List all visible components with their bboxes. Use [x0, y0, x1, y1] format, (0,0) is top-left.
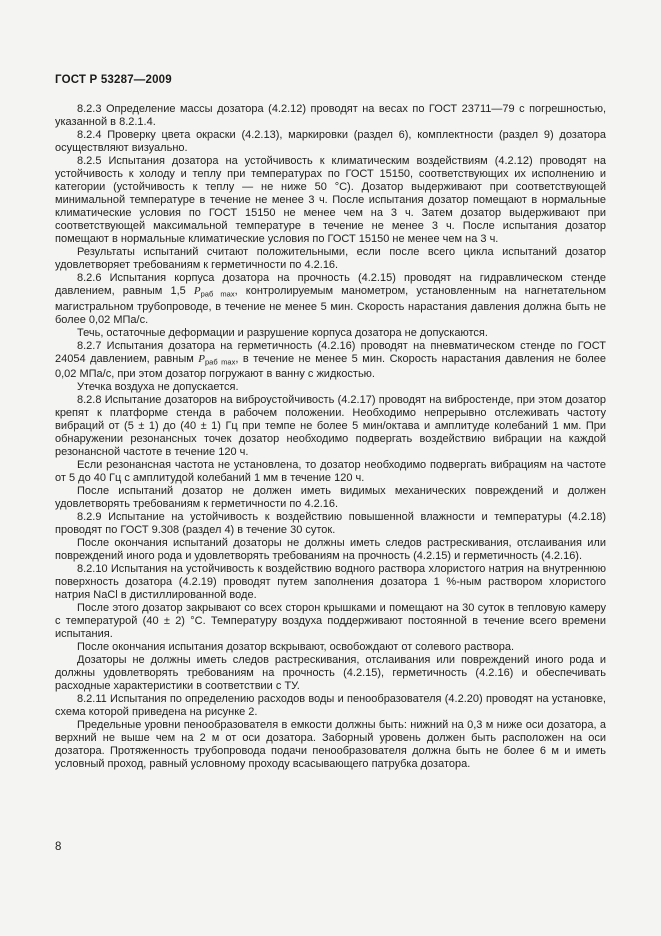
paragraph — [55, 654, 606, 693]
text-run: 8.2.3 Определение массы дозатора (4.2.12) проводят на весах по ГОСТ 23711—79 с погрешностью, указанной в 8.2.1.4. — [55, 103, 606, 128]
text-run: 8.2.7 Испытания дозатора на герметичность (4.2.16) проводят на пневматическом стенде по ГОСТ 24054 давлением, равным — [55, 339, 606, 365]
text-run: После окончания испытания дозатор вскрывают, освобождают от солевого раствора. — [77, 641, 515, 653]
paragraph — [55, 602, 606, 641]
paragraph — [55, 537, 606, 563]
text-run: 8.2.9 Испытание на устойчивость к воздействию повышенной влажности и температуры (4.2.18) проводят по ГОСТ 9.308 (раздел 4) в течение 30 суток. — [55, 511, 606, 536]
document-body — [55, 103, 606, 771]
paragraph — [55, 641, 606, 654]
paragraph — [55, 693, 606, 719]
paragraph — [55, 511, 606, 537]
paragraph — [55, 563, 606, 602]
paragraph — [55, 719, 606, 771]
text-run: 8.2.10 Испытания на устойчивость к воздействию водного раствора хлористого натрия на внутреннюю поверхность дозатора (4.2.19) проводят путем заполнения дозатора 1 %-ным раствором хлористого натрия NaCl в дистиллированной воде. — [55, 563, 606, 601]
text-run: После этого дозатор закрывают со всех сторон крышками и помещают на 30 суток в тепловую камеру с температурой (40 ± 2) °С. Температуру воздуха поддерживают постоянной в течение всего времени испытания. — [55, 602, 606, 640]
running-header: ГОСТ Р 53287—2009 — [55, 74, 172, 86]
text-run-subscript: раб max — [205, 357, 236, 366]
paragraph — [55, 155, 606, 246]
paragraph — [55, 485, 606, 511]
text-run: 8.2.5 Испытания дозатора на устойчивость к климатическим воздействиям (4.2.12) проводят на устойчивость к холоду и теплу при температурах по ГОСТ 15150, соответствующих их исполнению и категории (устойчивость к теплу — не ниже 50 °С). Дозатор выдерживают при соответствующей минимальной температуре в течение не менее 3 ч. После испытания дозатор помещают в нормальные климатические условия по ГОСТ 15150 не менее чем на 3 ч. Затем дозатор выдерживают при соответствующей максимальной температуре в течение не менее 3 ч. После испытания дозатор помещают в нормальные климатические условия по ГОСТ 15150 не менее чем на 3 ч. — [55, 155, 606, 245]
paragraph — [55, 394, 606, 459]
text-run-subscript: раб max — [200, 289, 235, 299]
paragraph — [55, 459, 606, 485]
paragraph — [55, 129, 606, 155]
paragraph — [55, 246, 606, 272]
text-run: 8.2.8 Испытание дозаторов на виброустойчивость (4.2.17) проводят на вибростенде, при этом дозатор крепят к платформе стенда в рабочем положении. Необходимо непрерывно отслеживать частоту вибраций от (5 ± 1) до (40 ± 1) Гц при темпе не более 5 мин/октава и амплитуде колебаний 1 мм. При обнаружении резонансных точек дозатор необходимо подвергать воздействию вибрации на каждой резонансной частоте в течение 120 ч. — [55, 394, 606, 458]
text-run: Утечка воздуха не допускается. — [77, 381, 239, 393]
paragraph — [55, 381, 606, 394]
paragraph — [55, 327, 606, 340]
text-run: 8.2.11 Испытания по определению расходов воды и пенообразователя (4.2.20) проводят на установке, схема которой приведена на рисунке 2. — [55, 693, 606, 718]
text-run: 8.2.4 Проверку цвета окраски (4.2.13), маркировки (раздел 6), комплектности (раздел 9) дозатора осуществляют визуально. — [55, 129, 606, 154]
text-run: Дозаторы не должны иметь следов растрескивания, отслаивания или повреждений иного рода и должны удовлетворять требованиям на прочность (4.2.15), герметичность (4.2.16) и обеспечивать расходные характеристики в соответствии с ТУ. — [55, 654, 606, 692]
text-run: После испытаний дозатор не должен иметь видимых механических повреждений и должен удовлетворять требованиям к герметичности по 4.2.16. — [55, 485, 606, 510]
text-run: Течь, остаточные деформации и разрушение корпуса дозатора не допускаются. — [77, 326, 488, 339]
text-run: , в течение не менее 5 мин. Скорость нарастания давления не более 0,02 МПа/с, при этом дозатор погружают в ванну с жидкостью. — [55, 352, 607, 380]
paragraph — [55, 340, 606, 382]
text-run: Если резонансная частота не установлена, то дозатор необходимо подвергать вибрациям на частоте от 5 до 40 Гц с амплитудой колебаний 1 мм в течение 120 ч. — [55, 459, 606, 484]
paragraph — [55, 272, 606, 327]
paragraph — [55, 103, 606, 129]
text-run: Результаты испытаний считают положительными, если после всего цикла испытаний дозатор удовлетворяет требованиям к герметичности по 4.2.16. — [55, 246, 606, 271]
text-run-italic: P — [198, 352, 206, 365]
text-run-italic: P — [193, 285, 201, 297]
text-run: Предельные уровни пенообразователя в емкости должны быть: нижний на 0,3 м ниже оси дозатора, а верхний не выше чем на 2 м от оси дозатора. Заборный уровень должен быть расположен на оси дозатора. Протяженность трубопровода подачи пенообразователя должна быть не более 6 м и иметь условный проход, равный условному проходу всасывающего патрубка дозатора. — [55, 719, 606, 770]
page-number: 8 — [55, 841, 62, 853]
text-run: 8.2.6 Испытания корпуса дозатора на прочность (4.2.15) проводят на гидравлическом стенде давлением, равным 1,5 — [55, 272, 606, 297]
text-run: , контролируемым манометром, установленным на нагнетательном магистральном трубопроводе, в течение не менее 5 мин. Скорость нарастания давления должна быть не более 0,02 МПа/с. — [55, 285, 607, 326]
text-run: После окончания испытаний дозаторы не должны иметь следов растрескивания, отслаивания или повреждений иного рода и удовлетворять требованиям на прочность (4.2.15) и герметичность (4.2.16). — [55, 537, 606, 562]
